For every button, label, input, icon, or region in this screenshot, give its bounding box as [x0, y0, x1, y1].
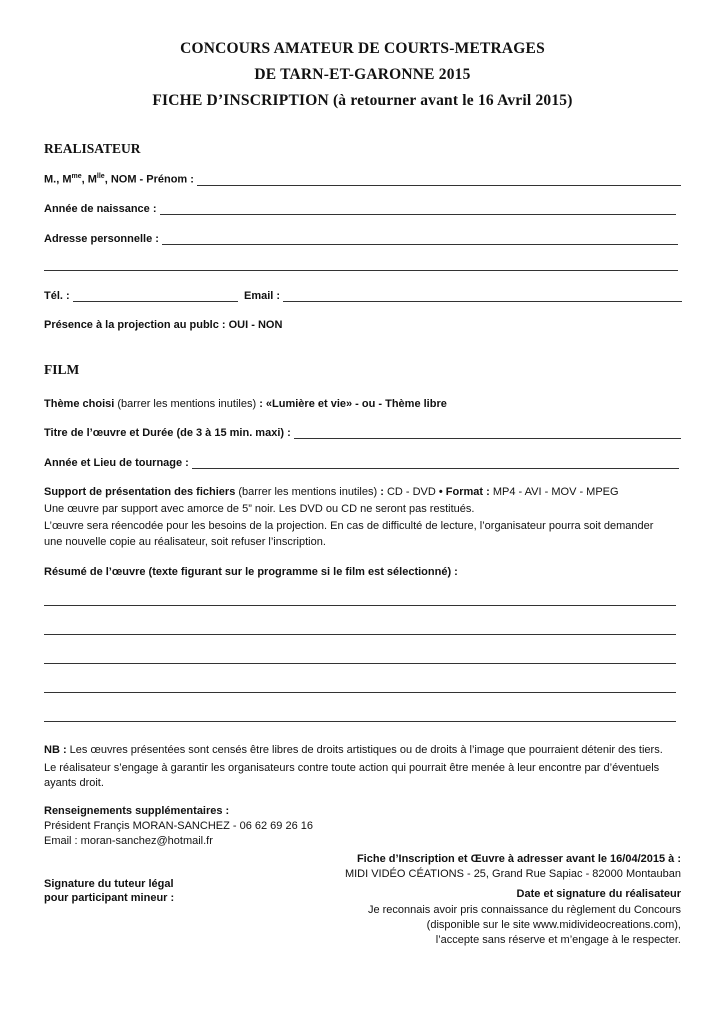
info-title: Renseignements supplémentaires :: [44, 805, 230, 817]
send-instruction: Fiche d’Inscription et Œuvre à adresser avant le 16/04/2015 à :: [356, 853, 681, 865]
section-realisateur-title: REALISATEUR: [44, 141, 141, 156]
engagement-note-line2: ayants droit.: [44, 777, 104, 789]
film-title-input-line[interactable]: [294, 428, 681, 439]
president-contact: Président Françis MORAN-SANCHEZ - 06 62 69 26 16: [44, 820, 313, 832]
section-film-title: FILM: [44, 362, 80, 377]
shooting-place-input-line[interactable]: [192, 458, 679, 469]
form-title-line2: DE TARN-ET-GARONNE 2015: [254, 66, 471, 83]
summary-label: Résumé de l’œuvre (texte figurant sur le programme si le film est sélectionné) :: [44, 566, 458, 578]
director-signature-title: Date et signature du réalisateur: [516, 888, 681, 900]
acknowledgement-line1: Je reconnais avoir pris connaissance du règlement du Concours: [367, 904, 681, 916]
email-field[interactable]: [244, 288, 682, 302]
engagement-note-line1: Le réalisateur s’engage à garantir les organisateurs contre toute action qui pourrait être menée à leur encontre par d’éventuels: [44, 762, 660, 774]
birth-year-label: Année de naissance :: [44, 203, 157, 215]
form-title-line1: CONCOURS AMATEUR DE COURTS-METRAGES: [180, 40, 545, 57]
film-title-field[interactable]: [44, 425, 681, 439]
email-input-line[interactable]: [283, 291, 682, 302]
tel-input-line[interactable]: [73, 291, 238, 302]
summary-line[interactable]: [44, 692, 676, 693]
support-format-line: Support de présentation des fichiers (barrer les mentions inutiles) : CD - DVD • Format : MP4 - AVI - MOV - MPEG: [44, 486, 619, 498]
name-field[interactable]: [44, 172, 681, 186]
contact-email: Email : moran-sanchez@hotmail.fr: [44, 835, 213, 847]
birth-year-input-line[interactable]: [160, 204, 677, 215]
encoding-note-line2: une nouvelle copie au réalisateur, soit refuser l’inscription.: [44, 536, 326, 548]
birth-year-field[interactable]: [44, 201, 676, 215]
tel-field[interactable]: [44, 288, 238, 302]
address-label: Adresse personnelle :: [44, 233, 159, 245]
summary-line[interactable]: [44, 634, 676, 635]
summary-line[interactable]: [44, 721, 676, 722]
guardian-signature-label-line2: pour participant mineur :: [44, 892, 175, 904]
address-input-line[interactable]: [162, 234, 678, 245]
support-note: Une œuvre par support avec amorce de 5” noir. Les DVD ou CD ne seront pas restitués.: [44, 503, 475, 515]
send-address: MIDI VIDÉO CÉATIONS - 25, Grand Rue Sapiac - 82000 Montauban: [344, 868, 681, 880]
encoding-note-line1: L’œuvre sera réencodée pour les besoins de la projection. En cas de difficulté de lecture, l’organisateur pourra soit demander: [44, 520, 654, 532]
form-title-line3: FICHE D’INSCRIPTION (à retourner avant le 16 Avril 2015): [152, 92, 573, 109]
nb-note: NB : Les œuvres présentées sont censés être libres de droits artistiques ou de droits à l’image que pourraient détenir des tiers.: [44, 744, 663, 756]
presence-question: Présence à la projection au publc : OUI - NON: [44, 319, 283, 331]
tel-label: Tél. :: [44, 290, 70, 302]
name-input-line[interactable]: [197, 175, 681, 186]
summary-line[interactable]: [44, 605, 676, 606]
email-label: Email :: [244, 290, 281, 302]
address-extra-line[interactable]: [44, 270, 678, 271]
shooting-place-label: Année et Lieu de tournage :: [44, 457, 189, 469]
acknowledgement-line2: (disponible sur le site www.midivideocreations.com),: [426, 919, 681, 931]
theme-choice: Thème choisi (barrer les mentions inutiles) : «Lumière et vie» - ou - Thème libre: [44, 398, 447, 410]
film-title-label: Titre de l’œuvre et Durée (de 3 à 15 min. maxi) :: [44, 427, 291, 439]
acknowledgement-line3: l’accepte sans réserve et m’engage à le respecter.: [435, 934, 681, 946]
guardian-signature-label-line1: Signature du tuteur légal: [44, 878, 174, 890]
address-field[interactable]: [44, 231, 678, 245]
name-label: M., $M^{me}$, $M^{lle}$, NOM - Prénom :: [44, 173, 194, 186]
shooting-place-field[interactable]: [44, 455, 679, 469]
summary-line[interactable]: [44, 663, 676, 664]
